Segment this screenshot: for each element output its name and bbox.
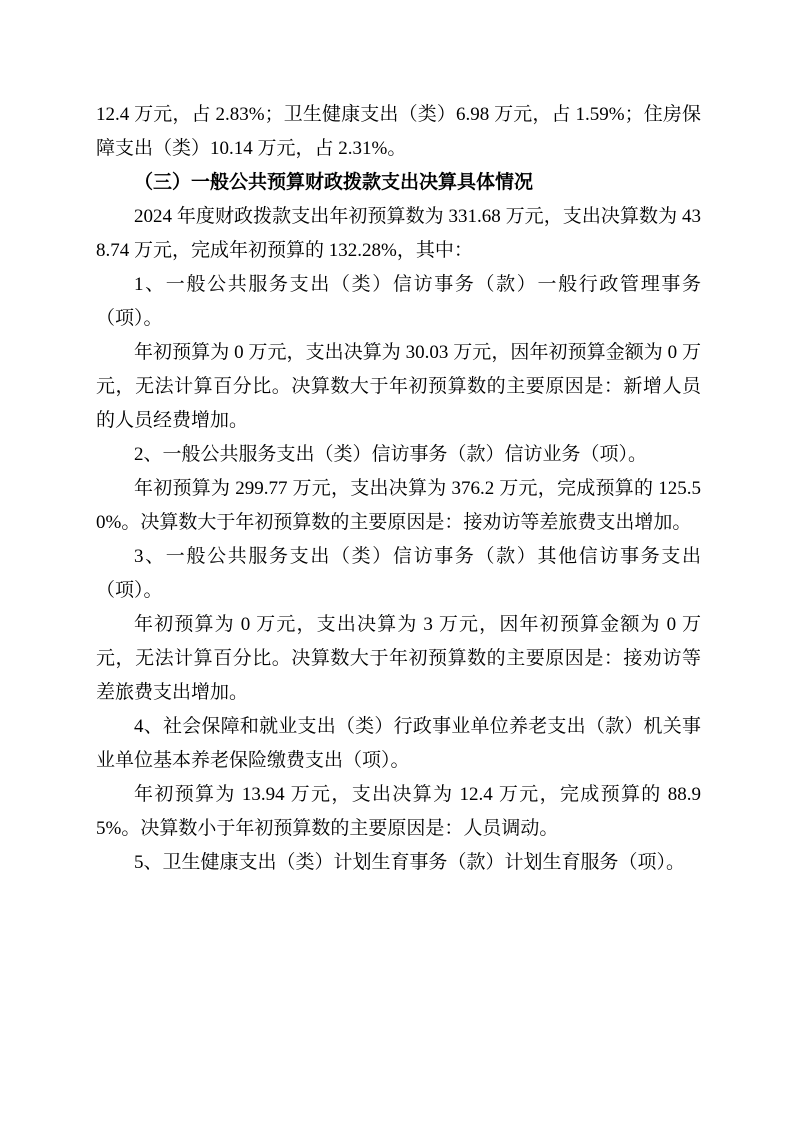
paragraph-item-2-detail: 年初预算为 299.77 万元，支出决算为 376.2 万元，完成预算的 125.50%。决算数大于年初预算数的主要原因是：接劝访等差旅费支出增加。 [96, 478, 701, 533]
paragraph-item-4-title: 4、社会保障和就业支出（类）行政事业单位养老支出（款）机关事业单位基本养老保险缴费支出（项）。 [96, 716, 701, 771]
paragraph-item-5-title: 5、卫生健康支出（类）计划生育事务（款）计划生育服务（项）。 [134, 852, 686, 873]
section-heading-general-public-budget-expenditure-details: （三）一般公共预算财政拨款支出决算具体情况 [134, 172, 534, 193]
paragraph-item-2-title: 2、一般公共服务支出（类）信访事务（款）信访业务（项）。 [134, 444, 648, 465]
paragraph-expenditure-shares-continuation: 12.4 万元，占 2.83%；卫生健康支出（类）6.98 万元，占 1.59%；住房保障支出（类）10.14 万元，占 2.31%。 [96, 104, 701, 159]
paragraph-item-3-detail: 年初预算为 0 万元，支出决算为 3 万元，因年初预算金额为 0 万元，无法计算百分比。决算数大于年初预算数的主要原因是：接劝访等差旅费支出增加。 [96, 614, 701, 703]
paragraph-item-1-detail: 年初预算为 0 万元，支出决算为 30.03 万元，因年初预算金额为 0 万元，无法计算百分比。决算数大于年初预算数的主要原因是：新增人员的人员经费增加。 [96, 342, 701, 431]
paragraph-item-3-title: 3、一般公共服务支出（类）信访事务（款）其他信访事务支出（项）。 [96, 546, 701, 601]
paragraph-item-1-title: 1、一般公共服务支出（类）信访事务（款）一般行政管理事务（项）。 [96, 274, 701, 329]
paragraph-item-4-detail: 年初预算为 13.94 万元，支出决算为 12.4 万元，完成预算的 88.95%。决算数小于年初预算数的主要原因是：人员调动。 [96, 784, 701, 839]
paragraph-2024-budget-summary: 2024 年度财政拨款支出年初预算数为 331.68 万元，支出决算数为 438.74 万元，完成年初预算的 132.28%，其中： [96, 206, 701, 261]
